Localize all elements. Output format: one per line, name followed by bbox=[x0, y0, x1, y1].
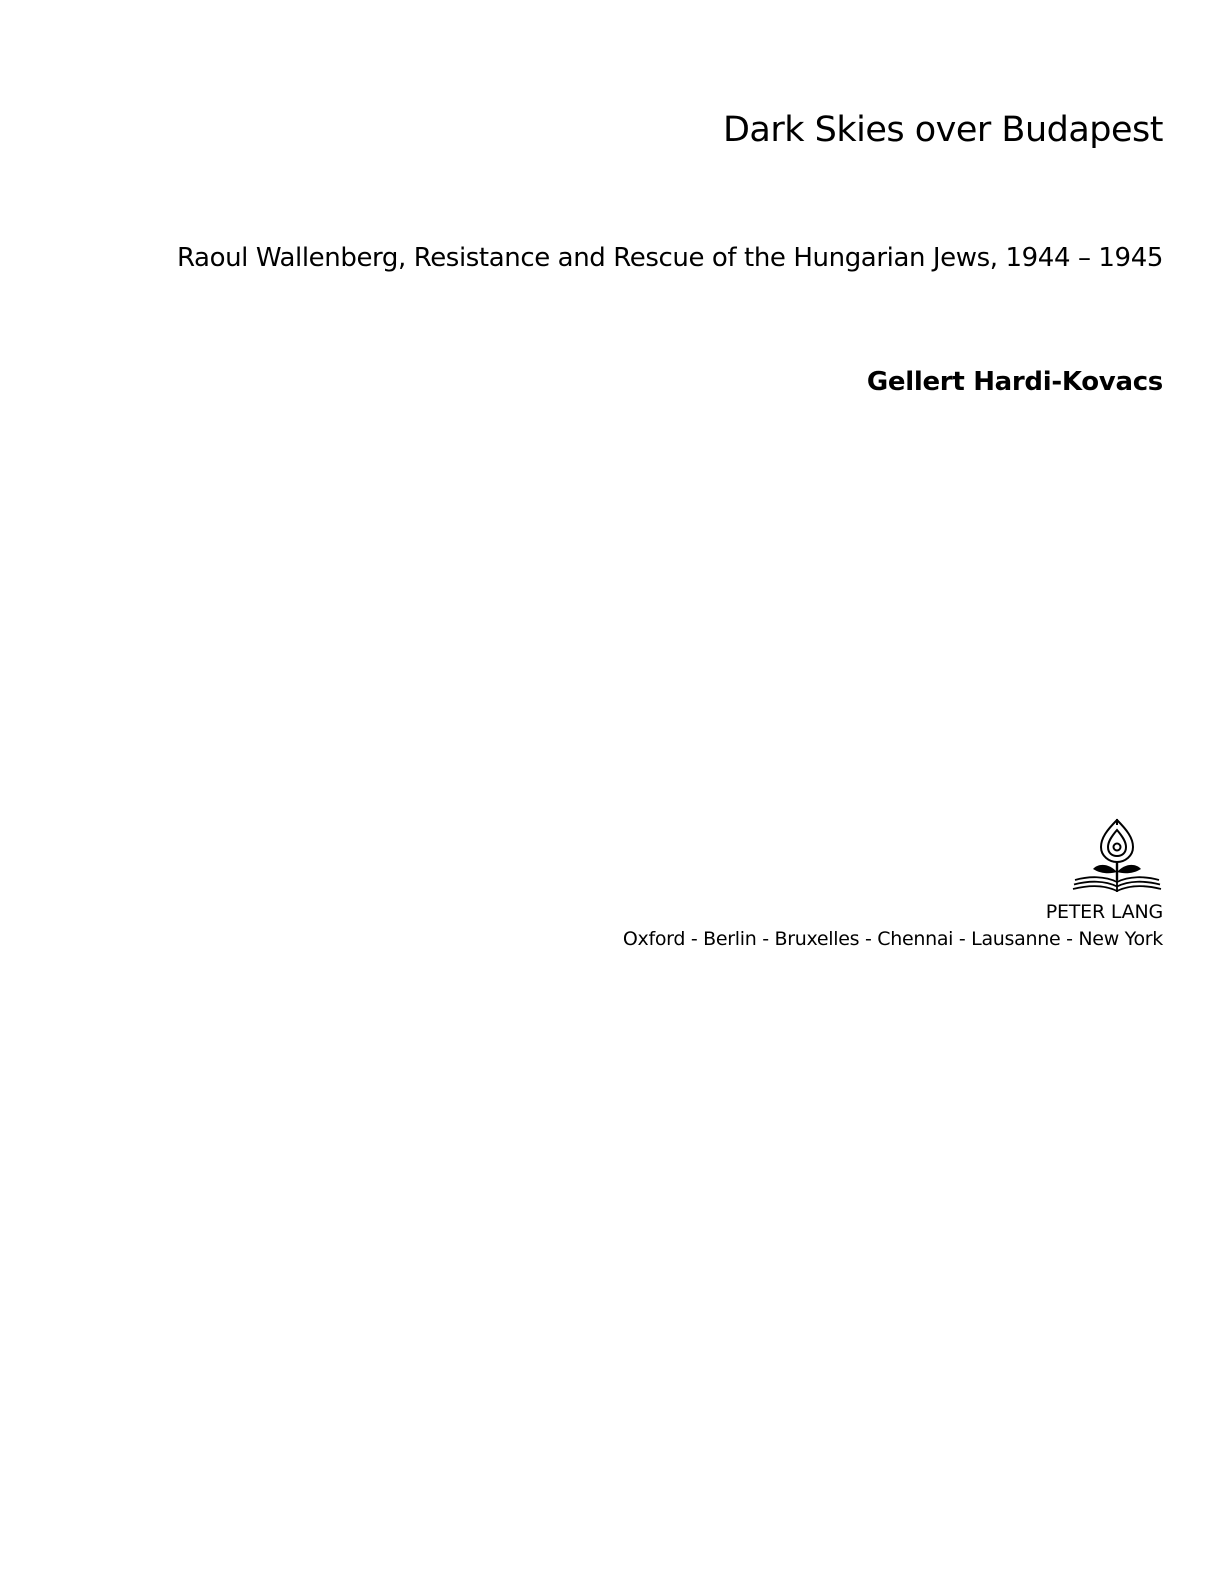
publisher-cities: Oxford - Berlin - Bruxelles - Chennai - Lausanne - New York bbox=[622, 928, 1163, 950]
book-author: Gellert Hardi-Kovacs bbox=[866, 367, 1163, 397]
book-subtitle: Raoul Wallenberg, Resistance and Rescue of the Hungarian Jews, 1944 – 1945 bbox=[176, 243, 1163, 273]
book-title: Dark Skies over Budapest bbox=[722, 110, 1163, 150]
publisher-logo-icon bbox=[1071, 816, 1163, 894]
publisher-name: PETER LANG bbox=[1045, 901, 1163, 923]
